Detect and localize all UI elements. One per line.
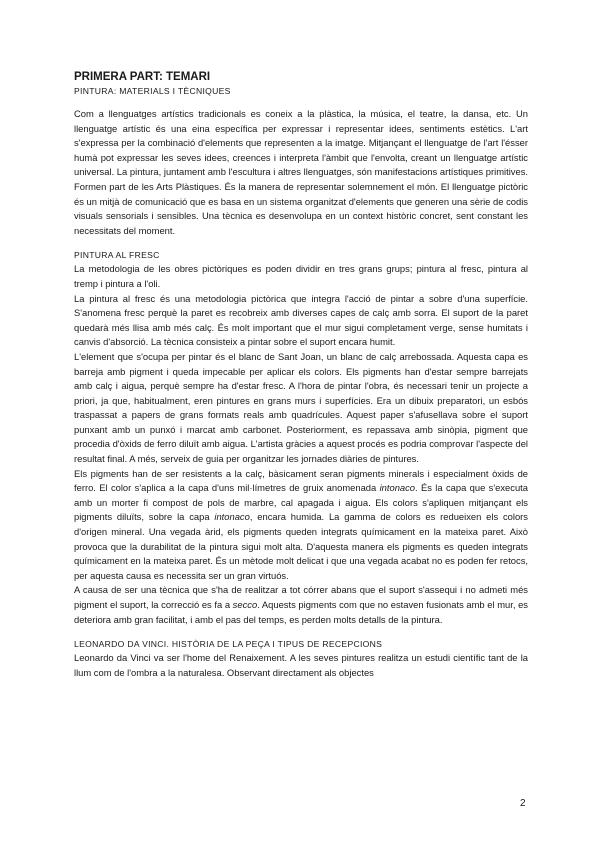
intro-paragraph: Com a llenguatges artístics tradicionals es coneix a la plàstica, la música, el teatre, la dansa, etc. Un llenguatge artístic és una eina específica per expressar i representar idees, sentiments estètics. L'art s'expressa per la combinació d'elements que representen a la imatge. Mitjançant el llenguatge de l'art l'ésser humà pot expressar les seves idees, creences i interpreta l'àmbit que l'envolta, creant un llenguatge artístic universal. La pintura, juntament amb l'escultura i altres llenguatges, són manifestacions artístiques primitives. Formen part de les Arts Plàstiques. És la manera de representar solemnement el món. El llenguatge pictòric és un mitjà de comunicació que es basa en un sistema organitzat d'elements que generen una sèrie de codis visuals sensorials i sensibles. Una tècnica es desenvolupa en un context històric concret, sent constant les necessitats del moment. [74,108,528,236]
section-title-leonardo: LEONARDO DA VINCI. HISTÒRIA DE LA PEÇA I TIPUS DE RECEPCIONS [74,639,383,650]
page-subtitle: PINTURA: MATERIALS I TÈCNIQUES [74,86,231,96]
paragraph [74,467,528,584]
text-run: , encara humida. La gamma de colors es redueixen els colors d'origen mineral. Una vegada àrid, els pigments queden integrats químicament en la mateixa paret. Això provoca que la durabilitat de la pintura sigui molt alta. D'aquesta manera els pigments es queden integrats químicament en la mateixa paret. És un mètode molt delicat i que una vegada acabat no es poden fer retocs, per aquesta causa es necessita ser un gran virtuós. [74,511,528,581]
text-run: . Aquests pigments com que no estaven fusionats amb el mur, es deteriora amb gran facilitat, i amb el pas del temps, es perden molts detalls de la pintura. [74,599,528,625]
italic-term: intonaco [214,511,250,523]
section-title-fresc: PINTURA AL FRESC [74,250,160,261]
italic-term: secco [232,599,258,610]
document-page [74,70,528,680]
paragraph [74,583,528,627]
text-run: A causa de ser una tècnica que s'ha de realitzar a tot córrer abans que el suport s'assequi i no admeti més pigment el suport, la correcció es fa a [74,584,528,610]
page-number: 2 [520,798,526,809]
text-run: Els pigments han de ser resistents a la calç, bàsicament seran pigments minerals i especialment òxids de ferro. El color s'aplica a la capa d'uns mil·límetres de gruix anomenada [74,467,528,494]
paragraph: La metodologia de les obres pictòriques es poden dividir en tres grans grups; pintura al fresc, pintura al tremp i pintura a l'oli. [74,263,528,289]
page-title: PRIMERA PART: TEMARI [74,71,211,83]
paragraph: La pintura al fresc és una metodologia pictòrica que integra l'acció de pintar a sobre d'una superfície. S'anomena fresc perquè la paret es recobreix amb diverses capes de calç amb sorra. El suport de la paret quedarà més llisa amb més calç. És molt important que el mur sigui completament verge, sense humitats i canvis d'absorció. La tècnica consisteix a pintar sobre el suport encara humit. [74,292,528,348]
paragraph: L'element que s'ocupa per pintar és el blanc de Sant Joan, un blanc de calç arrebossada. Aquesta capa es barreja amb pigment i queda impecable per aplicar els colors. Els pigments han d'estar sempre barrejats amb calç i aigua, perquè sempre ha d'estar fresc. A l'hora de pintar l'obra, és necessari tenir un projecte a priori, ja que, habitualment, eren pintures en grans murs i superfícies. Era un dibuix preparatori, un esbós traspassat a papers de grans formats reals amb quadrícules. Aquest paper s'afusellava sobre el suport punxant amb un punxó i marcat amb carbonet. Posteriorment, es repassava amb sinòpia, pigment que procedia d'òxids de ferro diluït amb aigua. L'artista gràcies a aquest procés es podria comprovar l'aspecte del resultat final. A més, serveix de guia per organitzar les jornades diàries de pintures. [74,350,528,465]
text-run: . És la capa que s'executa amb un morter fi compost de pols de marbre, cal apagada i aigua. Els colors s'apliquen mitjançant els pigments diluïts, sobre la capa [74,482,528,523]
paragraph: Leonardo da Vinci va ser l'home del Renaixement. A les seves pintures realitza un estudi científic tant de la llum com de l'ombra a la naturalesa. Observant directament als objectes [74,652,528,678]
italic-term: intonaco [379,482,416,494]
